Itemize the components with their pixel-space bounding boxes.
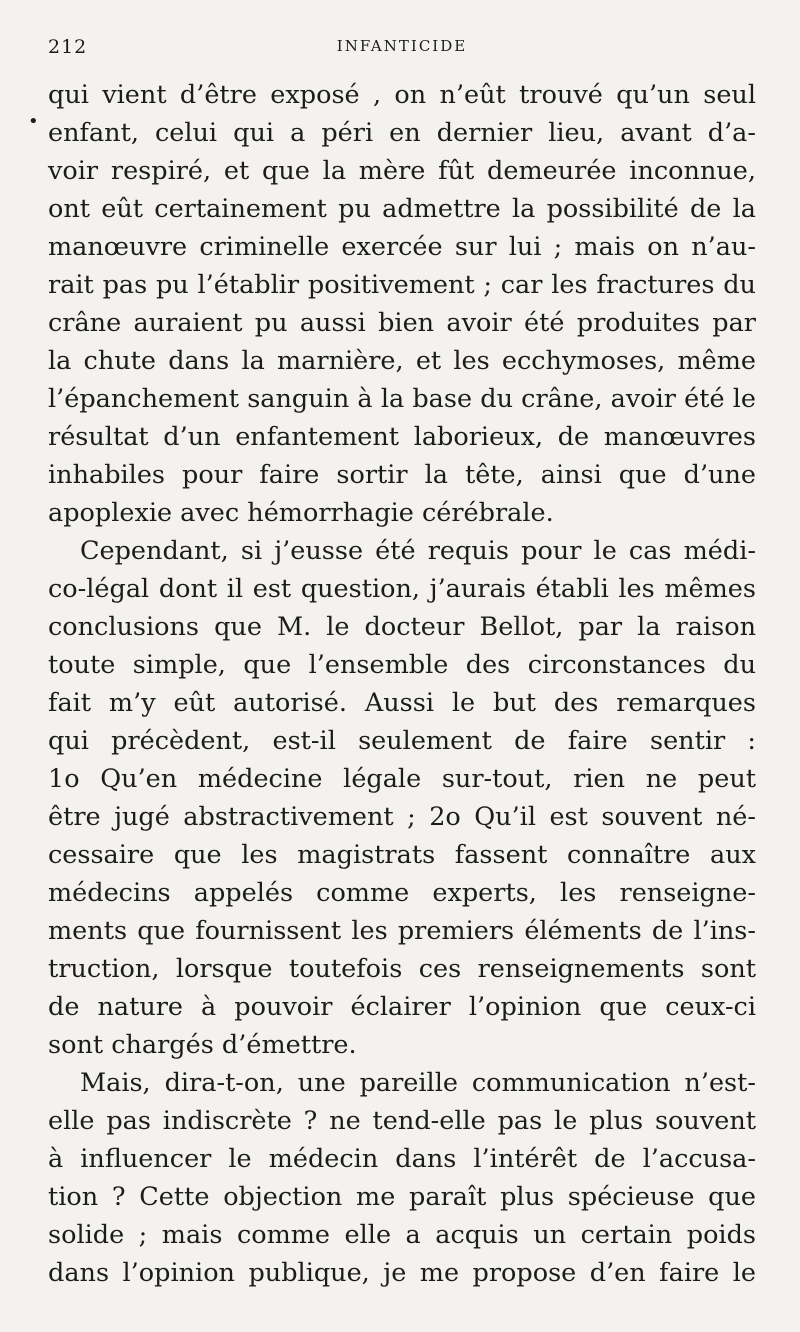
text-line: toute simple, que l’ensemble des circonstances du — [48, 650, 756, 680]
text-line: fait m’y eût autorisé. Aussi le but des remarques — [48, 688, 756, 718]
text-line: à influencer le médecin dans l’intérêt de l’accusa- — [48, 1144, 756, 1174]
text-line: qui précèdent, est-il seulement de faire sentir : — [48, 726, 756, 756]
text-line: rait pas pu l’établir positivement ; car les fractures du — [48, 270, 756, 300]
text-line: l’épanchement sanguin à la base du crâne, avoir été le — [48, 384, 756, 414]
text-line: Cependant, si j’eusse été requis pour le cas médi- — [80, 536, 756, 566]
text-line: médecins appelés comme experts, les renseigne- — [48, 878, 756, 908]
text-line: cessaire que les magistrats fassent connaître aux — [48, 840, 756, 870]
page-number: 212 — [48, 36, 88, 58]
text-line: tion ? Cette objection me paraît plus spécieuse que — [48, 1182, 756, 1212]
text-line: ont eût certainement pu admettre la possibilité de la — [48, 194, 756, 224]
text-line: la chute dans la marnière, et les ecchymoses, même — [48, 346, 756, 376]
margin-mark: • — [28, 111, 39, 132]
text-line: crâne auraient pu aussi bien avoir été produites par — [48, 308, 756, 338]
text-line: Mais, dira-t-on, une pareille communication n’est- — [80, 1068, 756, 1098]
text-line: truction, lorsque toutefois ces renseignements sont — [48, 954, 756, 984]
text-line: elle pas indiscrète ? ne tend-elle pas le plus souvent — [48, 1106, 756, 1136]
text-line: co-légal dont il est question, j’aurais établi les mêmes — [48, 574, 756, 604]
text-line: dans l’opinion publique, je me propose d’en faire le — [48, 1258, 756, 1288]
text-line: solide ; mais comme elle a acquis un certain poids — [48, 1220, 756, 1250]
text-line: de nature à pouvoir éclairer l’opinion que ceux-ci — [48, 992, 756, 1022]
text-line: inhabiles pour faire sortir la tête, ainsi que d’une — [48, 460, 756, 490]
text-line: manœuvre criminelle exercée sur lui ; mais on n’au- — [48, 232, 756, 262]
text-line: qui vient d’être exposé , on n’eût trouvé qu’un seul — [48, 80, 756, 110]
text-line: voir respiré, et que la mère fût demeurée inconnue, — [48, 156, 756, 186]
text-line: résultat d’un enfantement laborieux, de manœuvres — [48, 422, 756, 452]
text-line: 1o Qu’en médecine légale sur-tout, rien ne peut — [48, 764, 756, 794]
text-line: ments que fournissent les premiers éléments de l’ins- — [48, 916, 756, 946]
text-line: sont chargés d’émettre. — [48, 1030, 357, 1060]
running-head — [48, 36, 756, 62]
text-line: être jugé abstractivement ; 2o Qu’il est souvent né- — [48, 802, 756, 832]
text-line: apoplexie avec hémorrhagie cérébrale. — [48, 498, 554, 528]
running-title: INFANTICIDE — [336, 37, 468, 55]
body-text — [48, 76, 756, 1292]
text-line: enfant, celui qui a péri en dernier lieu, avant d’a- — [48, 118, 756, 148]
text-line: conclusions que M. le docteur Bellot, par la raison — [48, 612, 756, 642]
